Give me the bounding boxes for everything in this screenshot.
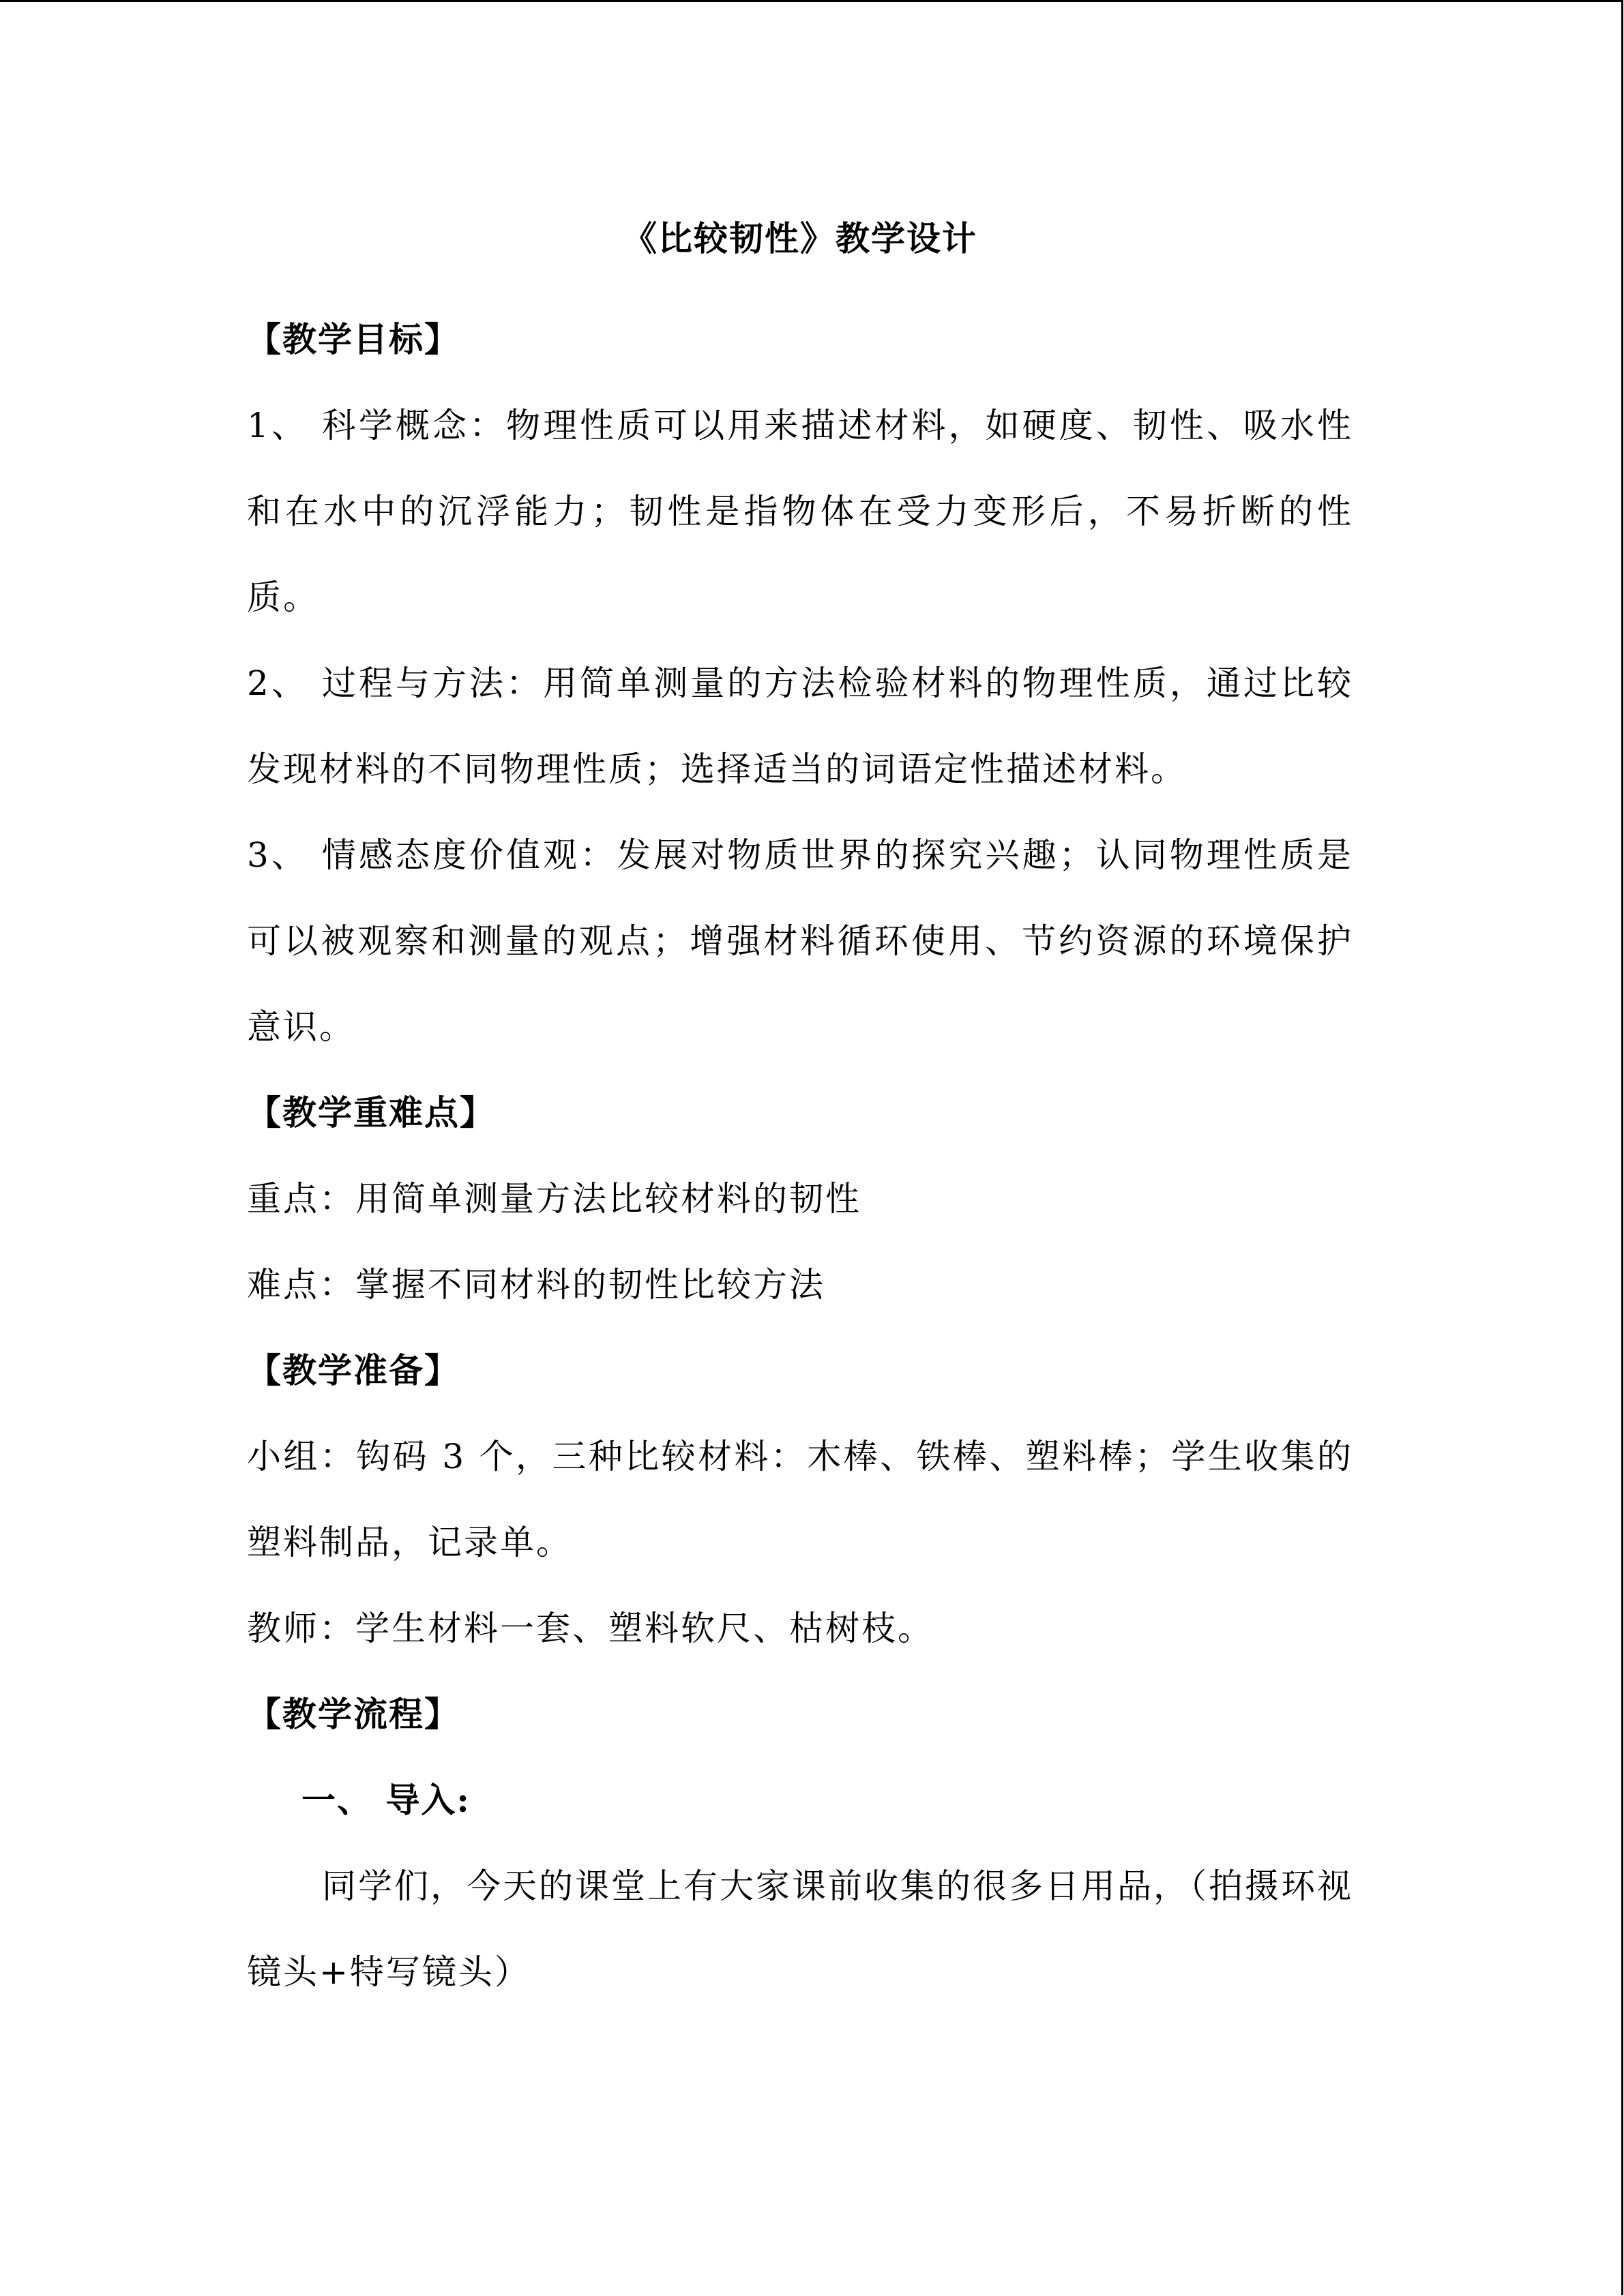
preparation-group: 小组：钩码 3 个，三种比较材料：木棒、铁棒、塑料棒；学生收集的塑料制品，记录单。 [247,1437,1353,1562]
preparation-teacher: 教师：学生材料一套、塑料软尺、枯树枝。 [247,1609,934,1648]
process-step-1-text: 同学们，今天的课堂上有大家课前收集的很多日用品，（拍摄环视镜头+特写镜头） [247,1866,1353,1992]
key-point-difficulty: 难点：掌握不同材料的韧性比较方法 [247,1265,825,1304]
section-heading-key-points: 【教学重难点】 [247,1092,495,1133]
objective-item-1: 1、 科学概念：物理性质可以用来描述材料，如硬度、韧性、吸水性和在水中的沉浮能力；韧性是指物体在受力变形后，不易折断的性质。 [247,406,1353,617]
process-step-1-heading: 一、 导入: [301,1780,471,1820]
section-heading-preparation: 【教学准备】 [247,1350,460,1390]
document-body [247,211,1353,2015]
key-point-focus: 重点：用简单测量方法比较材料的韧性 [247,1179,861,1219]
document-title: 《比较韧性》教学设计 [623,218,977,258]
objective-item-2: 2、 过程与方法：用简单测量的方法检验材料的物理性质，通过比较发现材料的不同物理性质；选择适当的词语定性描述材料。 [247,664,1353,789]
section-heading-objectives: 【教学目标】 [247,319,460,359]
objective-item-3: 3、 情感态度价值观：发展对物质世界的探究兴趣；认同物理性质是可以被观察和测量的观点；增强材料循环使用、节约资源的环境保护意识。 [247,835,1353,1047]
section-heading-process: 【教学流程】 [247,1694,460,1734]
